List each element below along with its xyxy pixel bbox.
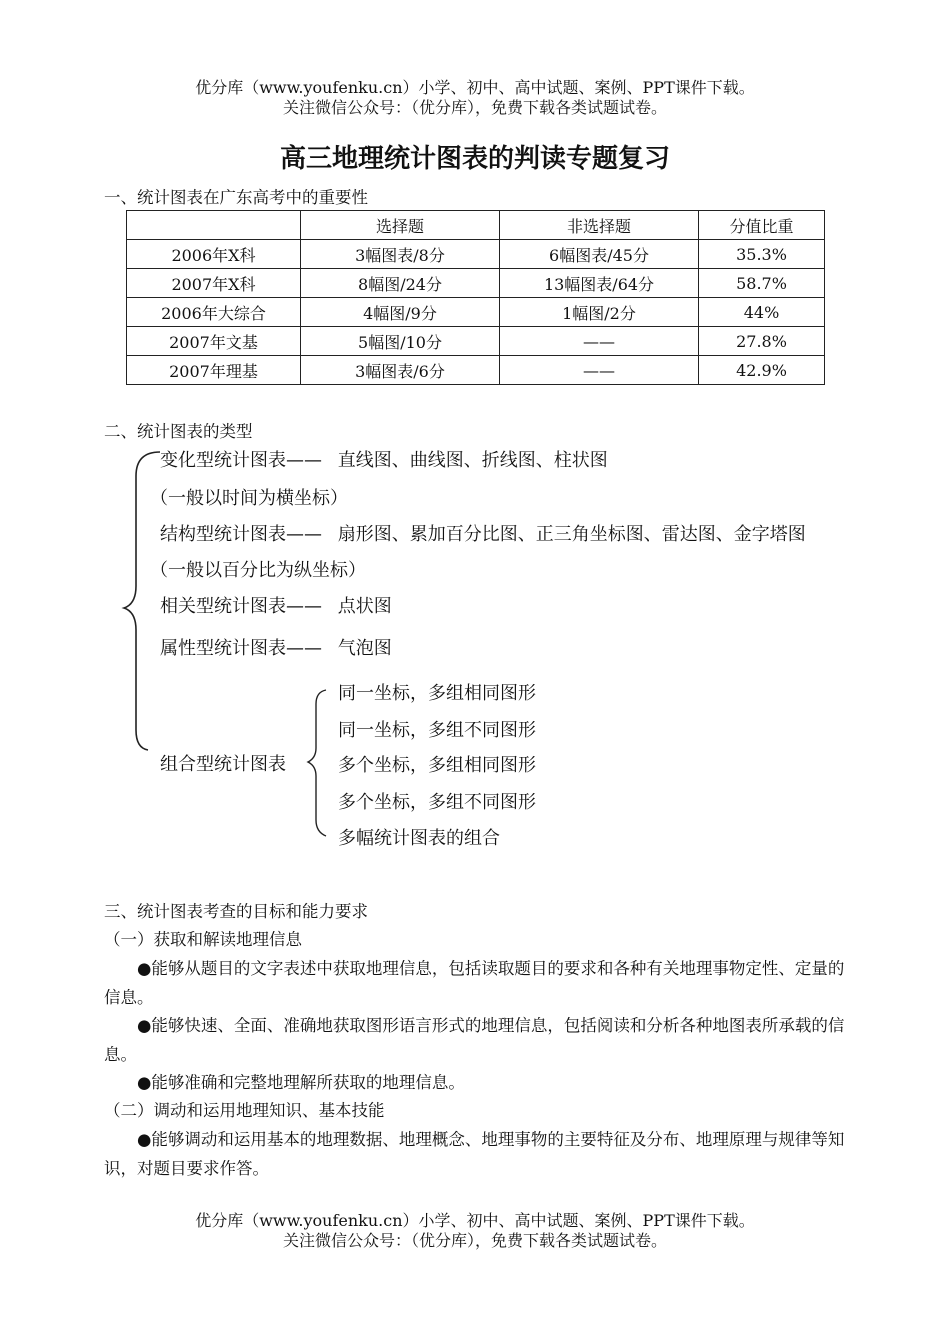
section-3-heading: 三、统计图表考查的目标和能力要求 (104, 902, 368, 921)
combo-item: 多幅统计图表的组合 (338, 828, 500, 849)
table-header-cell: 非选择题 (500, 211, 699, 240)
type-changing-examples: 直线图、曲线图、折线图、柱状图 (337, 450, 608, 471)
paragraph-3: ●能够准确和完整地理解所获取的地理信息。 (137, 1073, 465, 1092)
table-cell: —— (500, 356, 699, 385)
type-changing-name: 变化型统计图表—— (160, 450, 322, 471)
type-attribute (160, 634, 392, 660)
type-attribute-examples: 气泡图 (337, 638, 392, 659)
type-attribute-name: 属性型统计图表—— (160, 638, 322, 659)
small-left-brace (308, 690, 326, 836)
section-2-heading: 二、统计图表的类型 (104, 422, 253, 441)
table-header-row (127, 211, 825, 240)
combo-item: 多个坐标，多组相同图形 (338, 755, 536, 776)
combo-item: 同一坐标，多组不同图形 (338, 720, 536, 741)
table-header-cell (127, 211, 301, 240)
page-title: 高三地理统计图表的判读专题复习 (279, 144, 670, 174)
table-cell: 2006年X科 (127, 240, 301, 269)
table-cell: 3幅图表/8分 (301, 240, 500, 269)
section-1-heading: 一、统计图表在广东高考中的重要性 (104, 188, 368, 207)
table-cell: 5幅图/10分 (301, 327, 500, 356)
table-cell: 2007年理基 (127, 356, 301, 385)
table-cell: 13幅图表/64分 (500, 269, 699, 298)
type-correlation-examples: 点状图 (337, 596, 392, 617)
table-row (127, 327, 825, 356)
table-row (127, 240, 825, 269)
table-row (127, 356, 825, 385)
table-cell: 6幅图表/45分 (500, 240, 699, 269)
score-table (126, 210, 825, 385)
type-changing (160, 446, 608, 472)
table-header-cell: 分值比重 (699, 211, 825, 240)
table-cell: 58.7% (699, 269, 825, 298)
header-line-1: 优分库（www.youfenku.cn）小学、初中、高中试题、案例、PPT课件下载。 (195, 78, 755, 97)
table-cell: 2006年大综合 (127, 298, 301, 327)
table-cell: 3幅图表/6分 (301, 356, 500, 385)
footer-line-2: 关注微信公众号：（优分库），免费下载各类试题试卷。 (282, 1231, 667, 1250)
paragraph-1: ●能够从题目的文字表述中获取地理信息，包括读取题目的要求和各种有关地理事物定性、定量的信息。 (104, 959, 845, 1007)
table-cell: 35.3% (699, 240, 825, 269)
type-structure-examples: 扇形图、累加百分比图、正三角坐标图、雷达图、金字塔图 (337, 524, 806, 545)
table-cell: 1幅图/2分 (500, 298, 699, 327)
table-row (127, 269, 825, 298)
section-3-sub-1: （一）获取和解读地理信息 (104, 930, 302, 949)
table-cell: 2007年文基 (127, 327, 301, 356)
table-cell: 27.8% (699, 327, 825, 356)
table-cell: 42.9% (699, 356, 825, 385)
table-cell: 2007年X科 (127, 269, 301, 298)
table-header-cell: 选择题 (301, 211, 500, 240)
paragraph-2: ●能够快速、全面、准确地获取图形语言形式的地理信息，包括阅读和分析各种地图表所承载的信息。 (104, 1016, 845, 1064)
type-correlation (160, 592, 392, 618)
type-correlation-name: 相关型统计图表—— (160, 596, 322, 617)
header-line-2: 关注微信公众号：（优分库），免费下载各类试题试卷。 (282, 98, 667, 117)
table-cell: —— (500, 327, 699, 356)
table-row (127, 298, 825, 327)
combo-item: 同一坐标，多组相同图形 (338, 683, 536, 704)
table-cell: 8幅图/24分 (301, 269, 500, 298)
type-structure (160, 520, 806, 546)
type-combo-name: 组合型统计图表 (160, 754, 286, 775)
paragraph-4: ●能够调动和运用基本的地理数据、地理概念、地理事物的主要特征及分布、地理原理与规律等知识，对题目要求作答。 (104, 1130, 845, 1178)
type-changing-note: （一般以时间为横坐标） (150, 488, 348, 509)
section-3-sub-2: （二）调动和运用地理知识、基本技能 (104, 1101, 385, 1120)
table-cell: 4幅图/9分 (301, 298, 500, 327)
table-cell: 44% (699, 298, 825, 327)
footer-line-1: 优分库（www.youfenku.cn）小学、初中、高中试题、案例、PPT课件下载。 (195, 1211, 755, 1230)
type-structure-name: 结构型统计图表—— (160, 524, 322, 545)
combo-item: 多个坐标，多组不同图形 (338, 792, 536, 813)
type-structure-note: （一般以百分比为纵坐标） (150, 560, 366, 581)
